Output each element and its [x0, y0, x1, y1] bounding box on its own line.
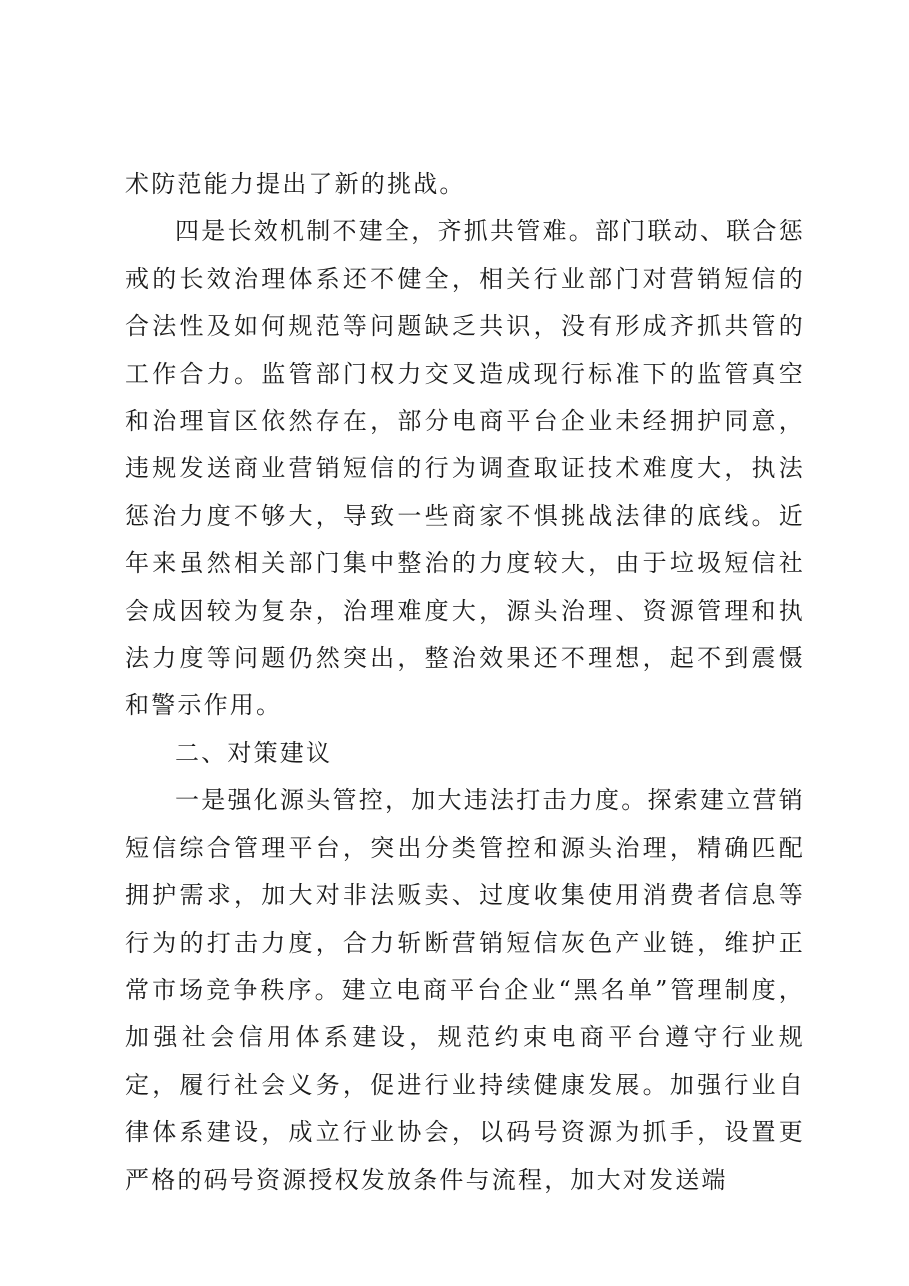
section-heading-countermeasures: 二、对策建议: [175, 738, 333, 767]
paragraph-point-four: 四是长效机制不建全，齐抓共管难。部门联动、联合惩戒的长效治理体系还不健全，相关行业部门对营销短信的合法性及如何规范等问题缺乏共识，没有形成齐抓共管的工作合力。监管部门权力交叉造成现行标准下的监管真空和治理盲区依然存在，部分电商平台企业未经拥护同意，违规发送商业营销短信的行为调查取证技术难度大，执法惩治力度不够大，导致一些商家不惧挑战法律的底线。近年来虽然相关部门集中整治的力度较大，由于垃圾短信社会成因较为复杂，治理难度大，源头治理、资源管理和执法力度等问题仍然突出，整治效果还不理想，起不到震慑和警示作用。: [125, 217, 805, 720]
document-body: [125, 161, 805, 1204]
paragraph-continuation: 术防范能力提出了新的挑战。: [125, 170, 466, 198]
paragraph-point-one: 一是强化源头管控，加大违法打击力度。探索建立营销短信综合管理平台，突出分类管控和源头治理，精确匹配拥护需求，加大对非法贩卖、过度收集使用消费者信息等行为的打击力度，合力斩断营销短信灰色产业链，维护正常市场竞争秩序。建立电商平台企业“黑名单”管理制度，加强社会信用体系建设，规范约束电商平台遵守行业规定，履行社会义务，促进行业持续健康发展。加强行业自律体系建设，成立行业协会，以码号资源为抓手，设置更严格的码号资源授权发放条件与流程，加大对发送端: [125, 786, 805, 1194]
